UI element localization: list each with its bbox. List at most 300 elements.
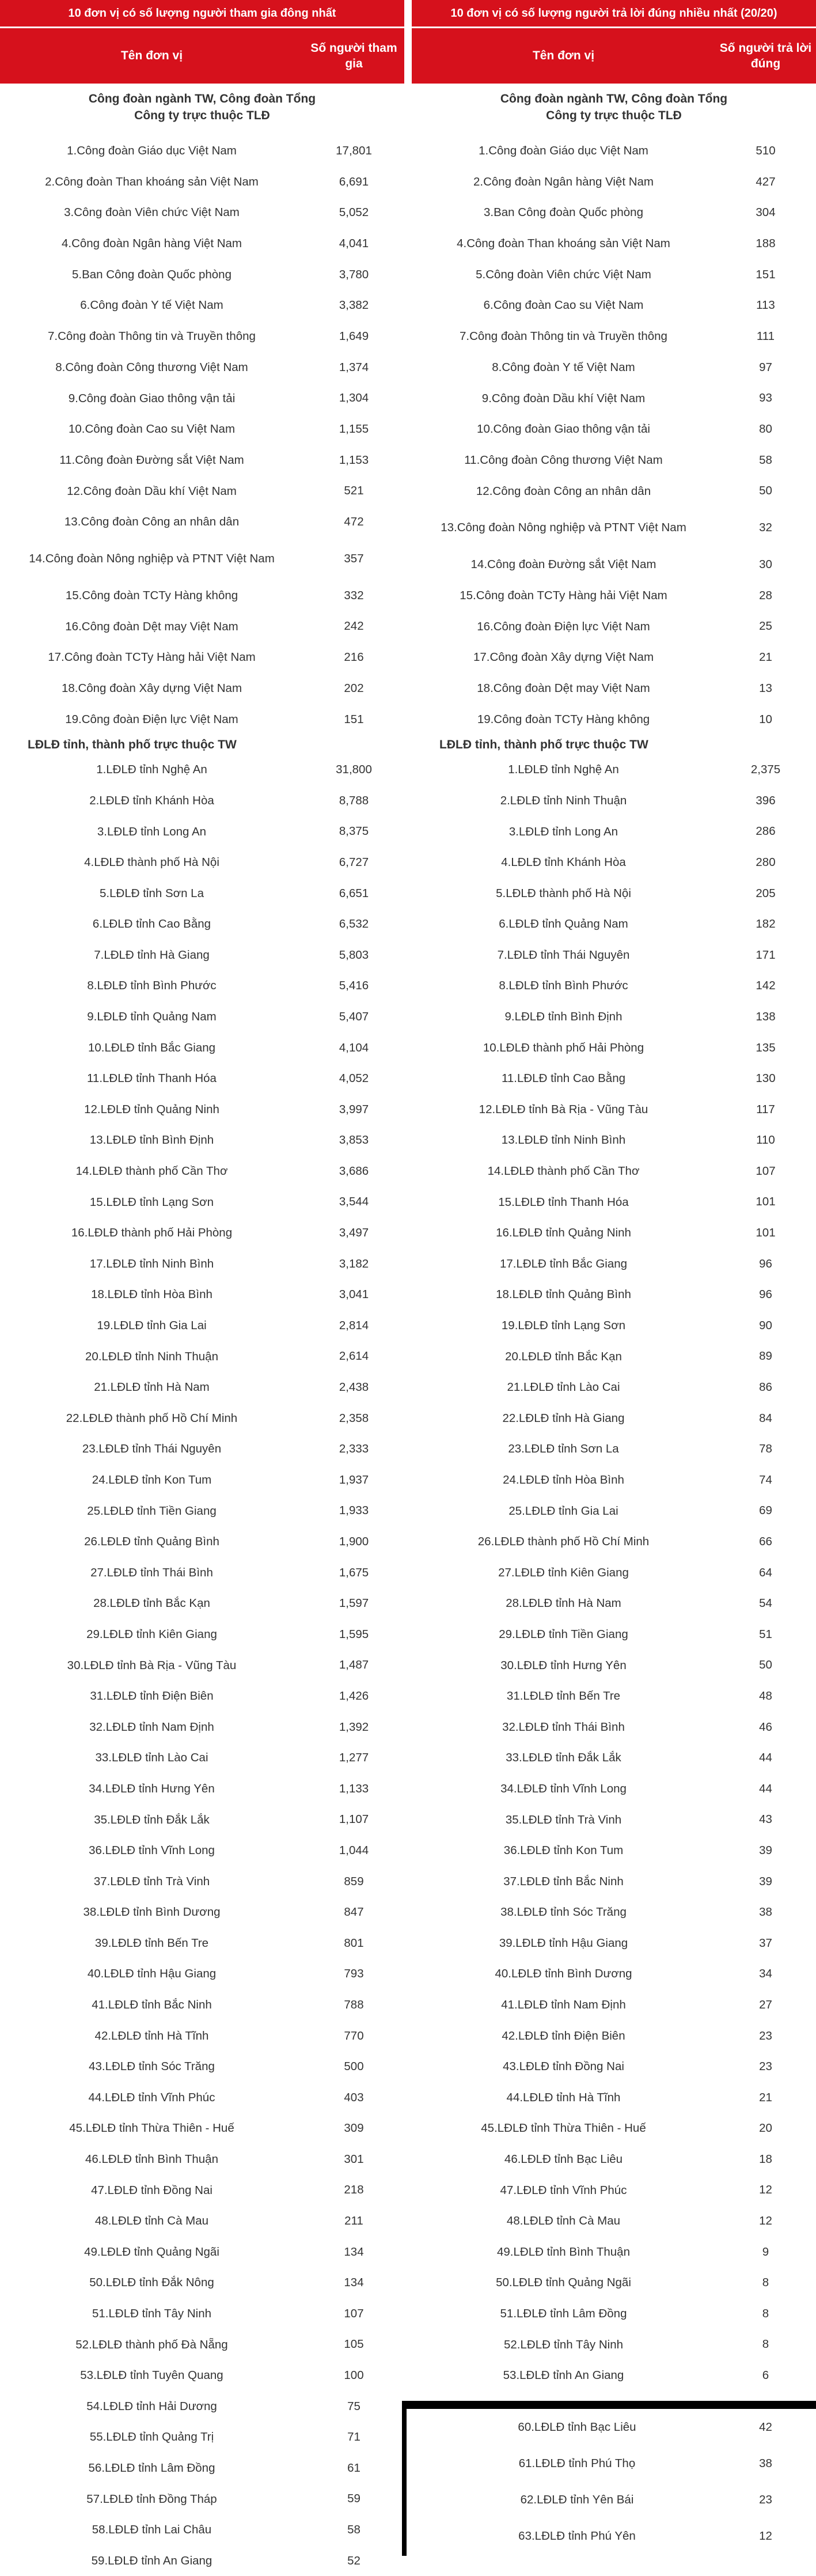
table-row	[0, 167, 404, 198]
unit-value: 46	[759, 1720, 772, 1734]
unit-value: 1,597	[339, 1597, 369, 1610]
table-row	[407, 2482, 816, 2518]
table-row	[412, 1217, 816, 1249]
unit-value: 788	[344, 1998, 364, 2011]
unit-name: 21.LĐLĐ tỉnh Hà Nam	[94, 1380, 210, 1394]
unit-value: 23	[759, 2492, 772, 2506]
table-row	[0, 506, 404, 538]
right-group1-list	[412, 135, 816, 735]
table-row	[0, 1063, 404, 1094]
table-row	[412, 816, 816, 848]
unit-value: 2,614	[339, 1349, 369, 1363]
unit-value: 1,675	[339, 1565, 369, 1579]
unit-value: 211	[344, 2214, 363, 2228]
unit-name: 42.LĐLĐ tỉnh Điện Biên	[502, 2029, 625, 2042]
unit-value: 5,416	[339, 979, 369, 993]
table-row	[412, 1433, 816, 1465]
unit-value: 396	[756, 793, 776, 807]
unit-name: 54.LĐLĐ tỉnh Hải Dương	[86, 2399, 217, 2413]
table-row	[412, 1279, 816, 1310]
unit-value: 500	[344, 2060, 364, 2074]
table-row	[412, 1403, 816, 1434]
unit-value: 4,104	[339, 1041, 369, 1054]
unit-name: 40.LĐLĐ tỉnh Bình Dương	[495, 1967, 632, 1981]
unit-name: 23.LĐLĐ tỉnh Thái Nguyên	[82, 1442, 222, 1456]
table-row	[0, 940, 404, 971]
unit-name: 32.LĐLĐ tỉnh Nam Định	[89, 1720, 214, 1734]
unit-value: 100	[344, 2369, 364, 2382]
unit-name: 7.Công đoàn Thông tin và Truyền thông	[460, 330, 667, 343]
unit-name: 18.LĐLĐ tỉnh Quảng Bình	[496, 1288, 631, 1302]
unit-value: 130	[756, 1072, 776, 1085]
unit-value: 2,814	[339, 1318, 369, 1332]
unit-name: 58.LĐLĐ tỉnh Lai Châu	[92, 2523, 212, 2537]
right-group1-title-line2: Công ty trực thuộc TLĐ	[546, 109, 682, 123]
unit-value: 23	[759, 2029, 772, 2042]
unit-name: 39.LĐLĐ tỉnh Bến Tre	[94, 1936, 209, 1950]
unit-name: 8.Công đoàn Y tế Việt Nam	[492, 360, 635, 374]
unit-name: 6.LĐLĐ tỉnh Cao Bằng	[92, 917, 211, 931]
table-row	[0, 2175, 404, 2206]
table-row	[0, 816, 404, 848]
unit-name: 52.LĐLĐ thành phố Đà Nẵng	[75, 2337, 228, 2351]
unit-name: 19.Công đoàn TCTy Hàng không	[477, 712, 650, 726]
unit-name: 30.LĐLĐ tỉnh Bà Rịa - Vũng Tàu	[67, 1658, 237, 1672]
unit-value: 31,800	[336, 763, 372, 777]
table-row	[412, 1588, 816, 1619]
unit-name: 42.LĐLĐ tỉnh Hà Tĩnh	[94, 2029, 209, 2042]
unit-value: 1,595	[339, 1627, 369, 1641]
table-row	[412, 414, 816, 445]
unit-value: 6,651	[339, 886, 369, 900]
unit-name: 4.Công đoàn Ngân hàng Việt Nam	[61, 237, 242, 251]
unit-name: 6.LĐLĐ tỉnh Quảng Nam	[499, 917, 628, 931]
table-row	[407, 2409, 816, 2445]
unit-value: 54	[759, 1597, 772, 1610]
unit-name: 13.LĐLĐ tỉnh Ninh Bình	[501, 1133, 626, 1147]
unit-name: 25.LĐLĐ tỉnh Gia Lai	[508, 1504, 618, 1518]
unit-value: 42	[759, 2420, 772, 2434]
unit-name: 21.LĐLĐ tỉnh Lào Cai	[507, 1380, 620, 1394]
table-row	[412, 445, 816, 476]
unit-name: 2.Công đoàn Ngân hàng Việt Nam	[473, 175, 654, 188]
unit-value: 39	[759, 1874, 772, 1888]
left-group1-title-line1: Công đoàn ngành TW, Công đoàn Tổng	[88, 92, 316, 105]
unit-value: 135	[756, 1041, 776, 1054]
table-row	[0, 785, 404, 816]
unit-name: 17.Công đoàn TCTy Hàng hải Việt Nam	[48, 650, 256, 664]
table-row	[0, 2298, 404, 2329]
unit-value: 5,407	[339, 1009, 369, 1023]
table-row	[0, 135, 404, 167]
unit-value: 1,107	[339, 1813, 369, 1826]
unit-value: 1,426	[339, 1689, 369, 1703]
unit-name: 43.LĐLĐ tỉnh Đồng Nai	[503, 2060, 624, 2074]
unit-value: 1,155	[339, 422, 369, 436]
table-row	[0, 1125, 404, 1156]
unit-name: 46.LĐLĐ tỉnh Bình Thuận	[85, 2153, 218, 2166]
unit-name: 16.LĐLĐ thành phố Hải Phòng	[71, 1226, 233, 1240]
unit-value: 58	[347, 2523, 360, 2537]
unit-name: 8.LĐLĐ tỉnh Bình Phước	[87, 979, 217, 993]
unit-value: 521	[344, 484, 364, 498]
unit-value: 1,153	[339, 453, 369, 467]
table-row	[412, 1465, 816, 1496]
table-row	[412, 1650, 816, 1681]
unit-value: 117	[756, 1102, 775, 1116]
table-row	[0, 2453, 404, 2484]
unit-value: 74	[759, 1473, 772, 1486]
table-row	[0, 1526, 404, 1557]
unit-value: 138	[756, 1009, 776, 1023]
unit-name: 37.LĐLĐ tỉnh Bắc Ninh	[503, 1874, 624, 1888]
unit-name: 12.Công đoàn Dầu khí Việt Nam	[67, 484, 237, 498]
table-row	[412, 1156, 816, 1187]
unit-name: 17.LĐLĐ tỉnh Bắc Giang	[499, 1257, 628, 1270]
unit-name: 63.LĐLĐ tỉnh Phú Yên	[518, 2529, 636, 2543]
unit-name: 3.Công đoàn Viên chức Việt Nam	[64, 206, 240, 220]
table-row	[0, 352, 404, 383]
table-row	[0, 383, 404, 414]
table-row	[0, 847, 404, 878]
unit-name: 31.LĐLĐ tỉnh Điện Biên	[90, 1689, 214, 1703]
unit-name: 45.LĐLĐ tỉnh Thừa Thiên - Huế	[481, 2121, 646, 2135]
unit-value: 6,691	[339, 175, 369, 188]
table-row	[0, 1989, 404, 2021]
table-row	[412, 549, 816, 580]
unit-name: 29.LĐLĐ tỉnh Kiên Giang	[86, 1627, 217, 1641]
table-row	[412, 1773, 816, 1805]
table-row	[412, 1959, 816, 1990]
unit-value: 8	[762, 2337, 769, 2351]
unit-value: 96	[759, 1257, 772, 1270]
right-group1-title	[412, 84, 816, 135]
unit-value: 48	[759, 1689, 772, 1703]
table-row	[412, 1187, 816, 1218]
unit-name: 47.LĐLĐ tỉnh Vĩnh Phúc	[500, 2183, 627, 2197]
unit-value: 69	[759, 1504, 772, 1518]
unit-name: 62.LĐLĐ tỉnh Yên Bái	[520, 2492, 634, 2506]
table-row	[0, 445, 404, 476]
table-row	[412, 476, 816, 507]
unit-value: 80	[759, 422, 772, 436]
unit-name: 17.LĐLĐ tỉnh Ninh Bình	[89, 1257, 214, 1270]
table-row	[412, 1341, 816, 1372]
unit-name: 57.LĐLĐ tỉnh Đồng Tháp	[86, 2492, 217, 2506]
unit-value: 20	[759, 2121, 772, 2135]
unit-name: 22.LĐLĐ thành phố Hồ Chí Minh	[66, 1411, 238, 1425]
unit-value: 96	[759, 1288, 772, 1302]
unit-value: 182	[756, 917, 776, 931]
unit-value: 142	[756, 979, 776, 993]
table-row	[0, 1681, 404, 1712]
unit-name: 8.LĐLĐ tỉnh Bình Phước	[499, 979, 628, 993]
unit-name: 41.LĐLĐ tỉnh Nam Định	[501, 1998, 626, 2012]
unit-name: 12.Công đoàn Công an nhân dân	[476, 484, 651, 498]
left-title: 10 đơn vị có số lượng người tham gia đông nhất	[0, 0, 404, 27]
unit-value: 1,133	[339, 1781, 369, 1795]
unit-name: 24.LĐLĐ tỉnh Kon Tum	[92, 1473, 212, 1486]
unit-name: 23.LĐLĐ tỉnh Sơn La	[508, 1442, 619, 1456]
unit-name: 53.LĐLĐ tỉnh Tuyên Quang	[80, 2369, 223, 2382]
unit-value: 97	[759, 360, 772, 374]
unit-value: 38	[759, 2456, 772, 2470]
table-row	[0, 1094, 404, 1125]
unit-value: 1,374	[339, 360, 369, 374]
unit-name: 3.Ban Công đoàn Quốc phòng	[484, 206, 643, 220]
unit-name: 13.Công đoàn Công an nhân dân	[64, 515, 240, 529]
unit-value: 78	[759, 1442, 772, 1456]
table-row	[412, 1866, 816, 1897]
table-row	[0, 704, 404, 735]
left-panel	[0, 0, 404, 2576]
unit-name: 28.LĐLĐ tỉnh Bắc Kạn	[93, 1597, 210, 1610]
unit-value: 90	[759, 1318, 772, 1332]
table-row	[412, 1032, 816, 1064]
unit-value: 50	[759, 1658, 772, 1672]
unit-name: 18.Công đoàn Dệt may Việt Nam	[477, 682, 650, 695]
table-row	[0, 2391, 404, 2422]
unit-value: 3,497	[339, 1226, 369, 1240]
unit-name: 34.LĐLĐ tỉnh Hưng Yên	[89, 1781, 215, 1795]
unit-name: 29.LĐLĐ tỉnh Tiền Giang	[499, 1627, 628, 1641]
table-row	[0, 2484, 404, 2515]
table-row	[0, 1187, 404, 1218]
table-row	[412, 754, 816, 785]
table-row	[0, 1928, 404, 1959]
unit-name: 17.Công đoàn Xây dựng Việt Nam	[473, 650, 654, 664]
table-row	[0, 1310, 404, 1341]
unit-name: 2.LĐLĐ tỉnh Ninh Thuận	[500, 793, 627, 807]
unit-value: 171	[756, 948, 776, 962]
unit-value: 847	[344, 1905, 364, 1919]
unit-value: 32	[759, 521, 772, 535]
unit-value: 5,052	[339, 206, 369, 220]
unit-value: 50	[759, 484, 772, 498]
unit-name: 49.LĐLĐ tỉnh Quảng Ngãi	[84, 2245, 219, 2259]
table-row	[412, 2175, 816, 2206]
table-row	[0, 580, 404, 611]
table-row	[0, 611, 404, 642]
right-group2-title: LĐLĐ tỉnh, thành phố trực thuộc TW	[439, 737, 648, 751]
unit-value: 107	[344, 2306, 364, 2320]
unit-name: 61.LĐLĐ tỉnh Phú Thọ	[518, 2456, 636, 2470]
unit-name: 13.Công đoàn Nông nghiệp và PTNT Việt Nam	[441, 521, 686, 535]
unit-name: 5.Công đoàn Viên chức Việt Nam	[476, 267, 651, 281]
table-row	[0, 878, 404, 909]
table-row	[0, 1001, 404, 1032]
table-row	[0, 1496, 404, 1527]
unit-name: 5.LĐLĐ thành phố Hà Nội	[496, 886, 631, 900]
unit-value: 58	[759, 453, 772, 467]
unit-name: 28.LĐLĐ tỉnh Hà Nam	[506, 1597, 621, 1610]
unit-name: 6.Công đoàn Cao su Việt Nam	[483, 298, 644, 312]
table-row	[412, 2021, 816, 2052]
table-row	[412, 1897, 816, 1928]
unit-value: 1,937	[339, 1473, 369, 1486]
table-row	[412, 1496, 816, 1527]
table-row	[0, 1279, 404, 1310]
table-row	[0, 2237, 404, 2268]
unit-name: 6.Công đoàn Y tế Việt Nam	[80, 298, 223, 312]
unit-name: 9.LĐLĐ tỉnh Bình Định	[504, 1010, 623, 1024]
unit-value: 403	[344, 2090, 364, 2104]
unit-name: 25.LĐLĐ tỉnh Tiền Giang	[87, 1504, 217, 1518]
table-row	[0, 2082, 404, 2113]
unit-name: 31.LĐLĐ tỉnh Bến Tre	[506, 1689, 621, 1703]
unit-value: 205	[756, 886, 776, 900]
right-col-name: Tên đơn vị	[532, 49, 595, 62]
unit-name: 19.LĐLĐ tỉnh Lạng Sơn	[501, 1319, 626, 1333]
unit-value: 3,382	[339, 298, 369, 312]
table-row	[412, 197, 816, 228]
unit-name: 14.LĐLĐ thành phố Cần Thơ	[75, 1164, 228, 1178]
table-row	[0, 1372, 404, 1403]
unit-name: 9.Công đoàn Dầu khí Việt Nam	[481, 391, 646, 405]
unit-name: 8.Công đoàn Công thương Việt Nam	[55, 360, 248, 374]
left-col-value: Số người tham gia	[310, 41, 397, 70]
table-row	[0, 1433, 404, 1465]
table-row	[0, 476, 404, 507]
unit-name: 16.Công đoàn Dệt may Việt Nam	[65, 619, 238, 633]
unit-name: 16.LĐLĐ tỉnh Quảng Ninh	[496, 1226, 631, 1240]
table-row	[0, 2144, 404, 2175]
unit-name: 2.Công đoàn Than khoáng sản Việt Nam	[45, 175, 259, 188]
unit-name: 44.LĐLĐ tỉnh Vĩnh Phúc	[88, 2090, 215, 2104]
table-row	[412, 1835, 816, 1866]
table-row	[412, 1001, 816, 1032]
unit-name: 59.LĐLĐ tỉnh An Giang	[91, 2554, 212, 2567]
table-row	[0, 1959, 404, 1990]
unit-value: 3,041	[339, 1288, 369, 1302]
unit-name: 1.LĐLĐ tỉnh Nghệ An	[508, 763, 619, 777]
table-row	[412, 1063, 816, 1094]
unit-name: 35.LĐLĐ tỉnh Trà Vinh	[505, 1813, 622, 1826]
unit-value: 472	[344, 515, 364, 529]
unit-name: 19.LĐLĐ tỉnh Gia Lai	[97, 1319, 207, 1333]
unit-value: 61	[347, 2461, 360, 2475]
unit-name: 19.Công đoàn Điện lực Việt Nam	[65, 712, 238, 726]
unit-value: 3,853	[339, 1133, 369, 1147]
unit-value: 30	[759, 558, 772, 572]
table-row	[412, 909, 816, 940]
unit-name: 56.LĐLĐ tỉnh Lâm Đồng	[88, 2461, 215, 2475]
unit-value: 4,052	[339, 1072, 369, 1085]
table-row	[0, 1650, 404, 1681]
unit-name: 46.LĐLĐ tỉnh Bạc Liêu	[504, 2153, 623, 2166]
unit-value: 27	[759, 1998, 772, 2011]
left-col-name: Tên đơn vị	[120, 49, 183, 62]
unit-value: 309	[344, 2121, 364, 2135]
unit-name: 9.LĐLĐ tỉnh Quảng Nam	[87, 1010, 217, 1024]
table-row	[412, 321, 816, 352]
unit-name: 9.Công đoàn Giao thông vận tải	[68, 391, 236, 405]
unit-value: 188	[756, 236, 776, 250]
unit-value: 12	[759, 2214, 772, 2228]
unit-name: 1.LĐLĐ tỉnh Nghệ An	[96, 763, 207, 777]
table-row	[0, 1712, 404, 1743]
table-row	[412, 1989, 816, 2021]
unit-value: 12	[759, 2529, 772, 2543]
unit-value: 3,686	[339, 1164, 369, 1178]
unit-value: 2,375	[750, 763, 781, 777]
unit-value: 280	[756, 855, 776, 869]
unit-value: 218	[344, 2183, 364, 2197]
unit-value: 332	[344, 588, 364, 602]
table-row	[412, 1310, 816, 1341]
unit-name: 4.LĐLĐ tỉnh Khánh Hòa	[501, 856, 626, 869]
unit-name: 34.LĐLĐ tỉnh Vĩnh Long	[500, 1781, 627, 1795]
unit-name: 37.LĐLĐ tỉnh Trà Vinh	[93, 1874, 210, 1888]
unit-name: 11.Công đoàn Công thương Việt Nam	[464, 453, 663, 467]
table-row	[407, 2445, 816, 2482]
table-row	[0, 1742, 404, 1773]
unit-name: 11.LĐLĐ tỉnh Cao Bằng	[501, 1072, 625, 1085]
table-row	[412, 2082, 816, 2113]
table-row	[0, 538, 404, 580]
unit-value: 770	[344, 2029, 364, 2042]
unit-value: 93	[759, 391, 772, 405]
unit-name: 38.LĐLĐ tỉnh Bình Dương	[83, 1905, 221, 1919]
table-row	[412, 1094, 816, 1125]
unit-value: 105	[344, 2337, 364, 2351]
unit-name: 18.Công đoàn Xây dựng Việt Nam	[61, 682, 242, 695]
unit-value: 1,044	[339, 1843, 369, 1857]
unit-value: 64	[759, 1565, 772, 1579]
unit-value: 101	[756, 1226, 776, 1240]
unit-value: 859	[344, 1874, 364, 1888]
unit-value: 6,727	[339, 855, 369, 869]
unit-value: 134	[344, 2245, 364, 2259]
unit-name: 39.LĐLĐ tỉnh Hậu Giang	[499, 1936, 628, 1950]
table-row	[0, 259, 404, 290]
unit-value: 17,801	[336, 143, 372, 157]
table-row	[412, 673, 816, 704]
table-row	[0, 754, 404, 785]
unit-name: 2.LĐLĐ tỉnh Khánh Hòa	[89, 793, 214, 807]
unit-name: 11.Công đoàn Đường sắt Việt Nam	[59, 453, 244, 467]
table-row	[412, 1125, 816, 1156]
unit-value: 52	[347, 2554, 360, 2567]
table-row	[0, 2021, 404, 2052]
right-group1-title-line1: Công đoàn ngành TW, Công đoàn Tổng	[500, 92, 728, 105]
unit-name: 33.LĐLĐ tỉnh Đắk Lắk	[506, 1751, 621, 1765]
table-row	[412, 383, 816, 414]
unit-name: 1.Công đoàn Giáo dục Việt Nam	[479, 144, 648, 157]
table-row	[0, 2206, 404, 2237]
unit-value: 39	[759, 1843, 772, 1857]
unit-value: 1,933	[339, 1504, 369, 1518]
unit-value: 8,375	[339, 824, 369, 838]
unit-value: 216	[344, 650, 364, 664]
unit-value: 427	[756, 175, 776, 188]
table-row	[0, 971, 404, 1002]
unit-name: 16.Công đoàn Điện lực Việt Nam	[477, 619, 650, 633]
unit-value: 110	[756, 1133, 775, 1147]
unit-name: 22.LĐLĐ tỉnh Hà Giang	[502, 1411, 625, 1425]
unit-name: 14.LĐLĐ thành phố Cần Thơ	[487, 1164, 640, 1178]
unit-value: 510	[756, 143, 776, 157]
table-row	[0, 2051, 404, 2082]
unit-name: 12.LĐLĐ tỉnh Bà Rịa - Vũng Tàu	[479, 1102, 648, 1116]
unit-name: 15.LĐLĐ tỉnh Lạng Sơn	[89, 1195, 214, 1209]
unit-name: 51.LĐLĐ tỉnh Lâm Đồng	[500, 2307, 627, 2321]
unit-value: 6	[762, 2369, 769, 2382]
unit-name: 4.LĐLĐ thành phố Hà Nội	[84, 856, 219, 869]
unit-name: 14.Công đoàn Nông nghiệp và PTNT Việt Nam	[29, 552, 275, 566]
unit-name: 35.LĐLĐ tỉnh Đắk Lắk	[94, 1813, 210, 1826]
unit-value: 34	[759, 1967, 772, 1981]
